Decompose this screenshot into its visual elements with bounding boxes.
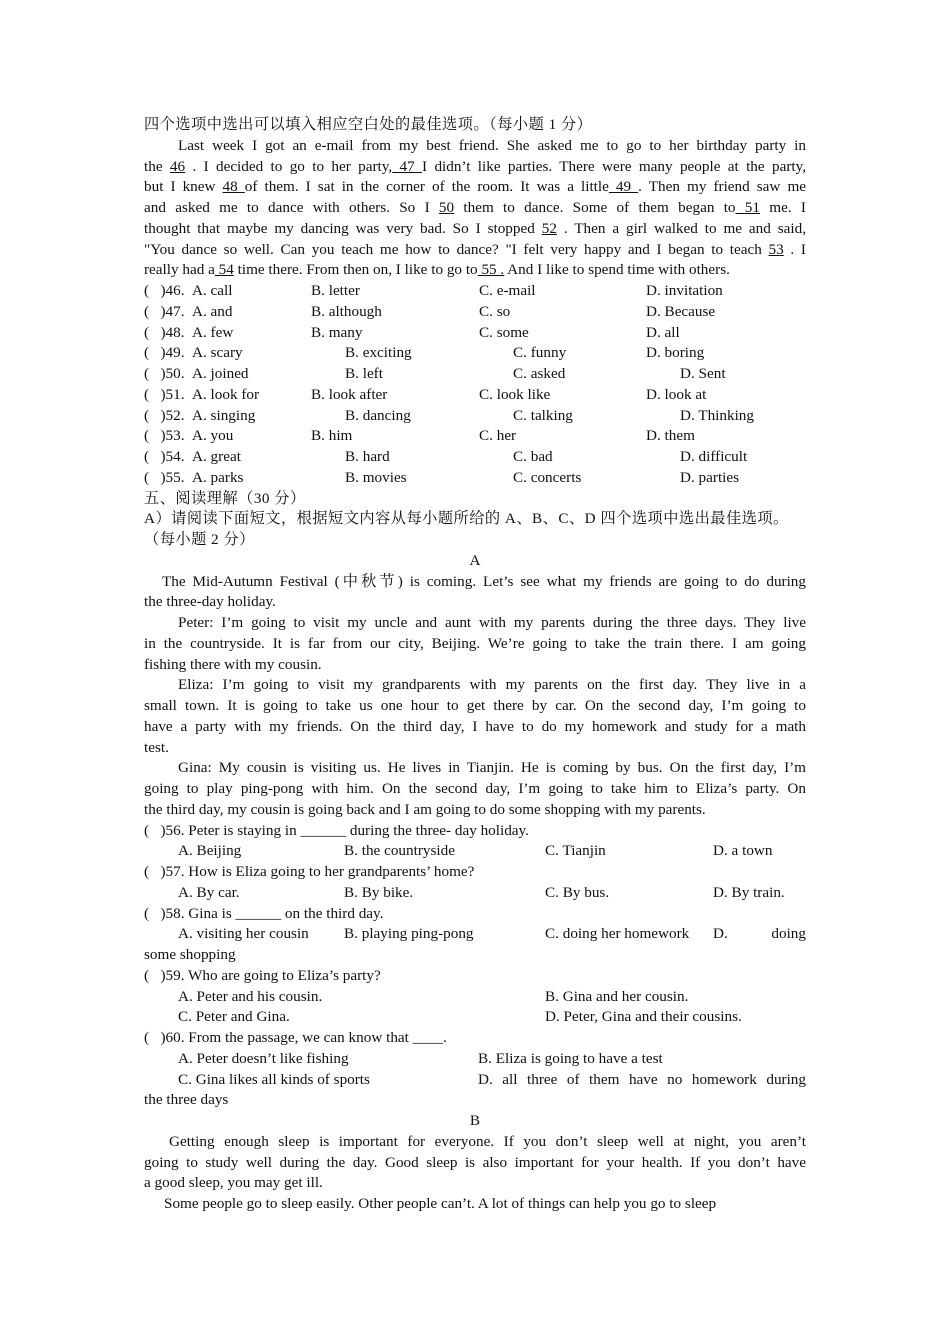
option-b[interactable]: B. left	[345, 365, 383, 382]
option-d[interactable]: D. all	[646, 323, 680, 341]
option-d[interactable]: D. all three of them have no homework during	[478, 1070, 806, 1088]
cloze-question-row	[144, 426, 806, 447]
option-a[interactable]: A. Peter doesn’t like fishing	[178, 1049, 349, 1067]
question-60-stem: ( )60. From the passage, we can know that ____.	[144, 1029, 447, 1046]
question-number: ( )53.	[144, 427, 185, 445]
option-b[interactable]: B. hard	[345, 448, 390, 465]
question-number: ( )52.	[144, 406, 185, 424]
option-d[interactable]: D. Peter, Gina and their cousins.	[545, 1008, 742, 1026]
option-a[interactable]: A. Peter and his cousin.	[178, 987, 323, 1005]
question-60-options-ab	[144, 1049, 806, 1070]
option-b[interactable]: B. playing ping-pong	[344, 925, 474, 943]
peter-paragraph-2: in the countryside. It is far from our city, Beijing. We’re going to take the train there. I am going	[144, 634, 806, 652]
option-b[interactable]: B. the countryside	[344, 842, 455, 860]
question-58-option-d-continued: some shopping	[144, 946, 236, 963]
cloze-passage-line-4: and asked me to dance with others. So I 50 them to dance. Some of them began to 51 me. I	[144, 199, 806, 216]
blank-54: 54	[214, 261, 234, 279]
option-a[interactable]: A. great	[192, 448, 241, 465]
blank-49: 49	[608, 178, 639, 196]
cloze-question-list	[144, 281, 806, 489]
option-b[interactable]: B. many	[311, 323, 363, 341]
question-number: ( )49.	[144, 344, 185, 362]
gina-paragraph-2: going to play ping-pong with him. On the second day, I’m going to take him to Eliza’s party. On	[144, 780, 806, 797]
passage-a-intro-2: the three-day holiday.	[144, 593, 276, 611]
question-60-options-cd	[144, 1070, 806, 1091]
reading-instruction: A）请阅读下面短文，根据短文内容从每小题所给的 A、B、C、D 四个选项中选出最佳选项。	[144, 510, 789, 528]
option-b[interactable]: B. look after	[311, 385, 388, 403]
option-a[interactable]: A. Beijing	[178, 842, 242, 860]
question-58-options	[144, 924, 806, 945]
option-a[interactable]: A. visiting her cousin	[178, 925, 309, 943]
option-c[interactable]: C. concerts	[513, 468, 582, 486]
option-c[interactable]: C. doing her homework	[545, 925, 690, 943]
cloze-question-row	[144, 323, 806, 344]
blank-50: 50	[438, 199, 455, 216]
option-c[interactable]: C. Peter and Gina.	[178, 1008, 290, 1026]
option-d-label[interactable]: D.	[713, 925, 728, 943]
eliza-paragraph-3: have a party with my friends. On the third day, I have to do my homework and study for a math	[144, 717, 806, 735]
question-number: ( )54.	[144, 448, 185, 465]
question-number: ( )50.	[144, 365, 185, 382]
option-d-text[interactable]: doing	[771, 925, 806, 943]
option-b[interactable]: B. movies	[345, 468, 407, 486]
cloze-passage-line-7: really had a 54 time there. From then on, I like to go to 55 . And I like to spend time with others.	[144, 261, 730, 279]
option-c[interactable]: C. bad	[513, 448, 553, 465]
option-b[interactable]: B. dancing	[345, 406, 411, 424]
passage-b-heading: B	[469, 1112, 481, 1129]
question-59-stem: ( )59. Who are going to Eliza’s party?	[144, 966, 381, 984]
option-d[interactable]: D. Thinking	[680, 406, 754, 424]
cloze-passage-line-2: the 46 . I decided to go to her party, 47 I didn’t like parties. There were many people at the party,	[144, 157, 807, 175]
question-number: ( )46.	[144, 282, 185, 299]
gina-paragraph-1: Gina: My cousin is visiting us. He lives in Tianjin. He is coming by bus. On the first day, I’m	[178, 759, 806, 777]
question-59-options-ab	[144, 987, 806, 1008]
option-a[interactable]: A. singing	[192, 406, 256, 424]
cloze-question-row	[144, 302, 806, 323]
option-a[interactable]: A. call	[192, 282, 233, 299]
gina-paragraph-3: the third day, my cousin is going back and I am going to do some shopping with my parents.	[144, 800, 706, 818]
option-c[interactable]: C. Gina likes all kinds of sports	[178, 1070, 370, 1088]
cloze-question-row	[144, 468, 806, 489]
option-c[interactable]: C. talking	[513, 406, 573, 424]
option-c[interactable]: C. funny	[513, 344, 567, 362]
option-b[interactable]: B. Eliza is going to have a test	[478, 1049, 663, 1067]
option-b[interactable]: B. Gina and her cousin.	[545, 987, 689, 1005]
option-a[interactable]: A. look for	[192, 385, 260, 403]
passage-a-heading: A	[469, 551, 481, 569]
passage-a-intro-1: The Mid-Autumn Festival (中秋节) is coming. Let’s see what my friends are going to do during	[162, 572, 806, 590]
option-b[interactable]: B. exciting	[345, 344, 412, 362]
option-d[interactable]: D. By train.	[713, 883, 785, 901]
question-57-stem: ( )57. How is Eliza going to her grandparents’ home?	[144, 863, 475, 880]
option-a[interactable]: A. you	[192, 427, 234, 445]
option-d[interactable]: D. parties	[680, 468, 740, 486]
blank-46: 46	[169, 157, 186, 175]
option-b[interactable]: B. although	[311, 302, 382, 320]
question-58-stem: ( )58. Gina is ______ on the third day.	[144, 904, 384, 922]
option-b[interactable]: B. letter	[311, 282, 360, 299]
cloze-question-row	[144, 406, 806, 427]
option-c[interactable]: C. her	[479, 427, 517, 445]
cloze-instruction: 四个选项中选出可以填入相应空白处的最佳选项。（每小题 1 分）	[144, 116, 593, 133]
option-d[interactable]: D. difficult	[680, 448, 748, 465]
option-c[interactable]: C. Tianjin	[545, 842, 606, 860]
option-c[interactable]: C. By bus.	[545, 883, 610, 901]
option-c[interactable]: C. look like	[479, 385, 551, 403]
option-d[interactable]: D. boring	[646, 344, 705, 362]
option-c[interactable]: C. some	[479, 323, 529, 341]
option-a[interactable]: A. and	[192, 302, 233, 320]
passage-b-paragraph-1-line-2: going to study well during the day. Good sleep is also important for your health. If you don’t have	[144, 1153, 806, 1171]
question-60-option-d-continued: the three days	[144, 1091, 229, 1109]
option-c[interactable]: C. asked	[513, 365, 566, 382]
passage-b-paragraph-1-line-1: Getting enough sleep is important for everyone. If you don’t sleep well at night, you aren’t	[169, 1132, 806, 1150]
cloze-passage-line-5: thought that maybe my dancing was very bad. So I stopped 52 . Then a girl walked to me and said,	[144, 219, 806, 237]
question-number: ( )48.	[144, 323, 185, 341]
blank-53: 53	[768, 240, 784, 258]
eliza-paragraph-1: Eliza: I’m going to visit my grandparents with my parents on the first day. They live in a	[178, 676, 806, 694]
blank-52: 52	[541, 219, 557, 237]
option-a[interactable]: A. By car.	[178, 883, 240, 901]
cloze-passage-line-3: but I knew 48 of them. I sat in the corner of the room. It was a little 49 . Then my friend saw me	[144, 178, 807, 196]
cloze-question-row	[144, 364, 806, 385]
passage-b-paragraph-2: Some people go to sleep easily. Other people can’t. A lot of things can help you go to sleep	[164, 1195, 717, 1212]
question-number: ( )51.	[144, 385, 185, 403]
option-a[interactable]: A. scary	[192, 344, 243, 362]
question-59-options-cd	[144, 1007, 806, 1028]
blank-51: 51	[735, 199, 760, 216]
passage-b-paragraph-1-line-3: a good sleep, you may get ill.	[144, 1174, 323, 1192]
cloze-question-row	[144, 447, 806, 468]
exam-page	[144, 115, 806, 1215]
question-56-options	[144, 841, 806, 862]
option-b[interactable]: B. him	[311, 427, 353, 445]
option-a[interactable]: A. few	[192, 323, 234, 341]
blank-55: 55 .	[477, 261, 505, 279]
option-c[interactable]: C. so	[479, 302, 511, 320]
cloze-question-row	[144, 281, 806, 302]
option-b[interactable]: B. By bike.	[344, 883, 414, 901]
reading-instruction-points: （每小题 2 分）	[144, 531, 255, 548]
cloze-passage-line-6: "You dance so well. Can you teach me how to dance? "I felt very happy and I began to teach 53 . I	[144, 240, 806, 258]
question-number: ( )47.	[144, 302, 185, 320]
eliza-paragraph-4: test.	[144, 738, 169, 756]
question-57-options	[144, 883, 806, 904]
question-56-stem: ( )56. Peter is staying in ______ during the three- day holiday.	[144, 821, 529, 839]
option-a[interactable]: A. parks	[192, 468, 244, 486]
cloze-question-row	[144, 385, 806, 406]
question-number: ( )55.	[144, 468, 185, 486]
reading-section-title: 五、阅读理解（30 分）	[144, 489, 306, 507]
peter-paragraph-3: fishing there with my cousin.	[144, 655, 322, 673]
option-d[interactable]: D. invitation	[646, 282, 723, 299]
cloze-question-row	[144, 343, 806, 364]
option-a[interactable]: A. joined	[192, 365, 249, 382]
option-c[interactable]: C. e-mail	[479, 282, 536, 299]
cloze-passage-line-1: Last week I got an e-mail from my best friend. She asked me to go to her birthday party in	[178, 136, 806, 154]
option-d[interactable]: D. a town	[713, 842, 773, 860]
peter-paragraph-1: Peter: I’m going to visit my uncle and aunt with my parents during the three days. They live	[178, 614, 806, 631]
option-d[interactable]: D. Sent	[680, 365, 726, 382]
eliza-paragraph-2: small town. It is going to take us one hour to get there by car. On the second day, I’m going to	[144, 697, 806, 714]
blank-48: 48	[222, 178, 245, 196]
option-d[interactable]: D. look at	[646, 385, 707, 403]
option-d[interactable]: D. them	[646, 427, 695, 445]
option-d[interactable]: D. Because	[646, 302, 716, 320]
blank-47: 47	[392, 157, 423, 175]
